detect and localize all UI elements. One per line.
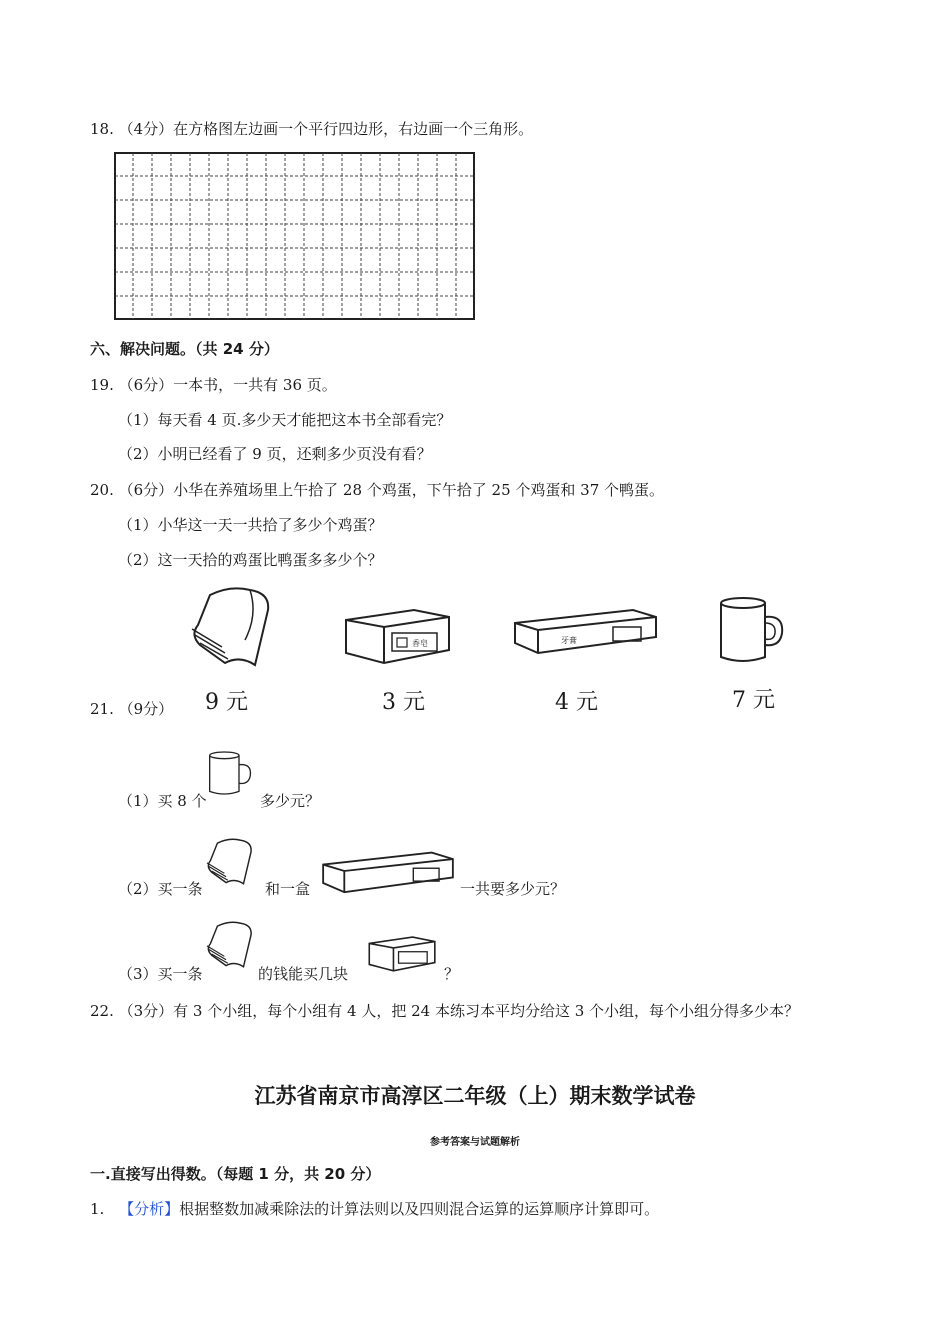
soap-price: 3 元: [382, 690, 425, 715]
cup-icon: [718, 595, 788, 667]
cup-small-icon: [206, 750, 256, 798]
answer-q1-number: 1.: [90, 1200, 105, 1218]
q19-stem: 19. （6分）一本书，一共有 36 页。: [90, 376, 337, 394]
q21-sub3-part-b: 的钱能买几块: [258, 965, 349, 983]
q21-sub3-part-c: ？: [444, 965, 460, 983]
answer-title: 江苏省南京市高淳区二年级（上）期末数学试卷: [254, 1084, 696, 1108]
toothpaste-box-small-icon: [318, 848, 458, 894]
soap-label: 香皂: [412, 639, 428, 648]
part1-heading: 一.直接写出得数。（每题 1 分，共 20 分）: [90, 1165, 381, 1183]
q20-sub1: （1）小华这一天一共拾了多少个鸡蛋？: [118, 516, 383, 534]
answer-q1-text: 根据整数加减乘除法的计算法则以及四则混合运算的运算顺序计算即可。: [179, 1200, 660, 1218]
square-grid: [114, 152, 475, 320]
q19-sub1: （1）每天看 4 页.多少天才能把这本书全部看完？: [118, 411, 452, 429]
q20-stem: 20. （6分）小华在养殖场里上午拾了 28 个鸡蛋，下午拾了 25 个鸡蛋和 37 个鸭蛋。: [90, 481, 665, 499]
soap-box-small-icon: [368, 932, 438, 974]
cup-price: 7 元: [732, 688, 775, 713]
q22-text: 22. （3分）有 3 个小组，每个小组有 4 人，把 24 本练习本平均分给这 3 个小组，每个小组分得多少本？: [90, 1002, 800, 1020]
towel-small-icon-2: [200, 915, 258, 975]
q20-sub2: （2）这一天拾的鸡蛋比鸭蛋多多少个？: [118, 551, 383, 569]
q19-sub2: （2）小明已经看了 9 页，还剩多少页没有看？: [118, 445, 432, 463]
towel-icon: [180, 585, 280, 670]
analysis-tag: 【分析】: [119, 1200, 180, 1218]
towel-price: 9 元: [205, 690, 248, 715]
towel-small-icon: [200, 832, 258, 892]
toothpaste-label: 牙膏: [561, 636, 577, 645]
answer-subtitle: 参考答案与试题解析: [430, 1137, 520, 1148]
toothpaste-price: 4 元: [555, 690, 598, 715]
answer-q1: [90, 1198, 659, 1219]
toothpaste-box-icon: [513, 605, 658, 655]
q21-sub1-part-a: （1）买 8 个: [118, 792, 207, 810]
q21-sub1-part-b: 多少元？: [260, 792, 321, 810]
q21-sub3-part-a: （3）买一条: [118, 965, 203, 983]
q21-sub2-part-c: 一共要多少元？: [460, 880, 566, 898]
q18-text: 18. （4分）在方格图左边画一个平行四边形，右边画一个三角形。: [90, 120, 534, 138]
q21-stem: 21. （9分）: [90, 700, 174, 718]
q21-sub2-part-a: （2）买一条: [118, 880, 203, 898]
section6-heading: 六、解决问题。（共 24 分）: [90, 340, 279, 358]
q21-sub2-part-b: 和一盒: [265, 880, 311, 898]
soap-box-icon: [344, 605, 454, 665]
